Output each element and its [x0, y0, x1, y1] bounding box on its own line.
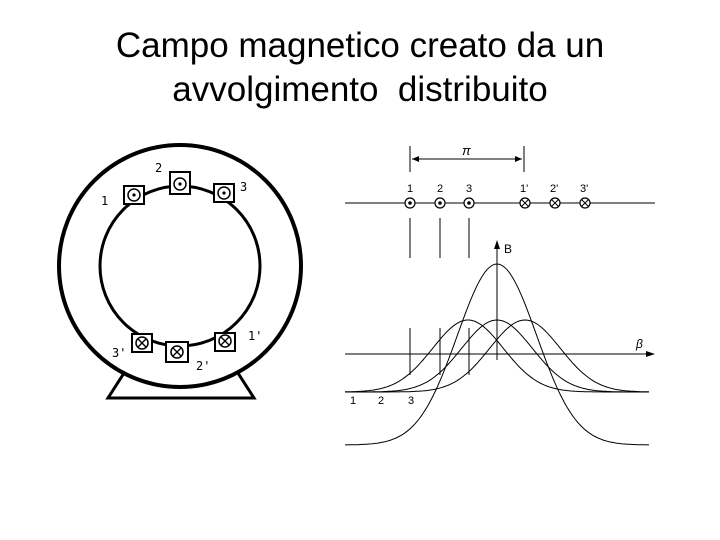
- slot-label-2: 2: [155, 161, 163, 175]
- beta-axis-label: β: [636, 337, 643, 351]
- curve-label-1: 1: [350, 395, 357, 407]
- conductor-label-1: 1: [407, 183, 414, 195]
- beta-axis-arrowhead: [646, 351, 655, 357]
- conductor-2: [435, 198, 445, 208]
- title-line-1: Campo magnetico creato da un: [115, 26, 605, 65]
- pi-arrowhead-left: [412, 156, 419, 162]
- curve-label-3: 3: [408, 395, 415, 407]
- slot-label-2-prime: 2': [196, 359, 211, 373]
- pi-label: π: [462, 143, 471, 158]
- curve-label-2: 2: [378, 395, 385, 407]
- slot-label-1: 1: [101, 194, 109, 208]
- conductor-3-prime: [580, 198, 590, 208]
- b-axis-arrowhead: [494, 240, 500, 249]
- conductor-label-1-prime: 1': [520, 183, 529, 195]
- b-axis-label: B: [504, 242, 513, 256]
- conductor-label-3: 3: [466, 183, 473, 195]
- conductor-label-2-prime: 2': [550, 183, 559, 195]
- conductor-1: [405, 198, 415, 208]
- slot-label-1-prime: 1': [248, 329, 263, 343]
- conductor-3: [464, 198, 474, 208]
- title-line-2: avvolgimento distribuito: [172, 70, 548, 109]
- slot-label-3-prime: 3': [112, 346, 127, 360]
- conductor-label-2: 2: [437, 183, 444, 195]
- conductor-label-3-prime: 3': [580, 183, 589, 195]
- pi-arrowhead-right: [515, 156, 522, 162]
- conductor-2-prime: [550, 198, 560, 208]
- conductor-1-prime: [520, 198, 530, 208]
- slot-label-3: 3: [240, 180, 248, 194]
